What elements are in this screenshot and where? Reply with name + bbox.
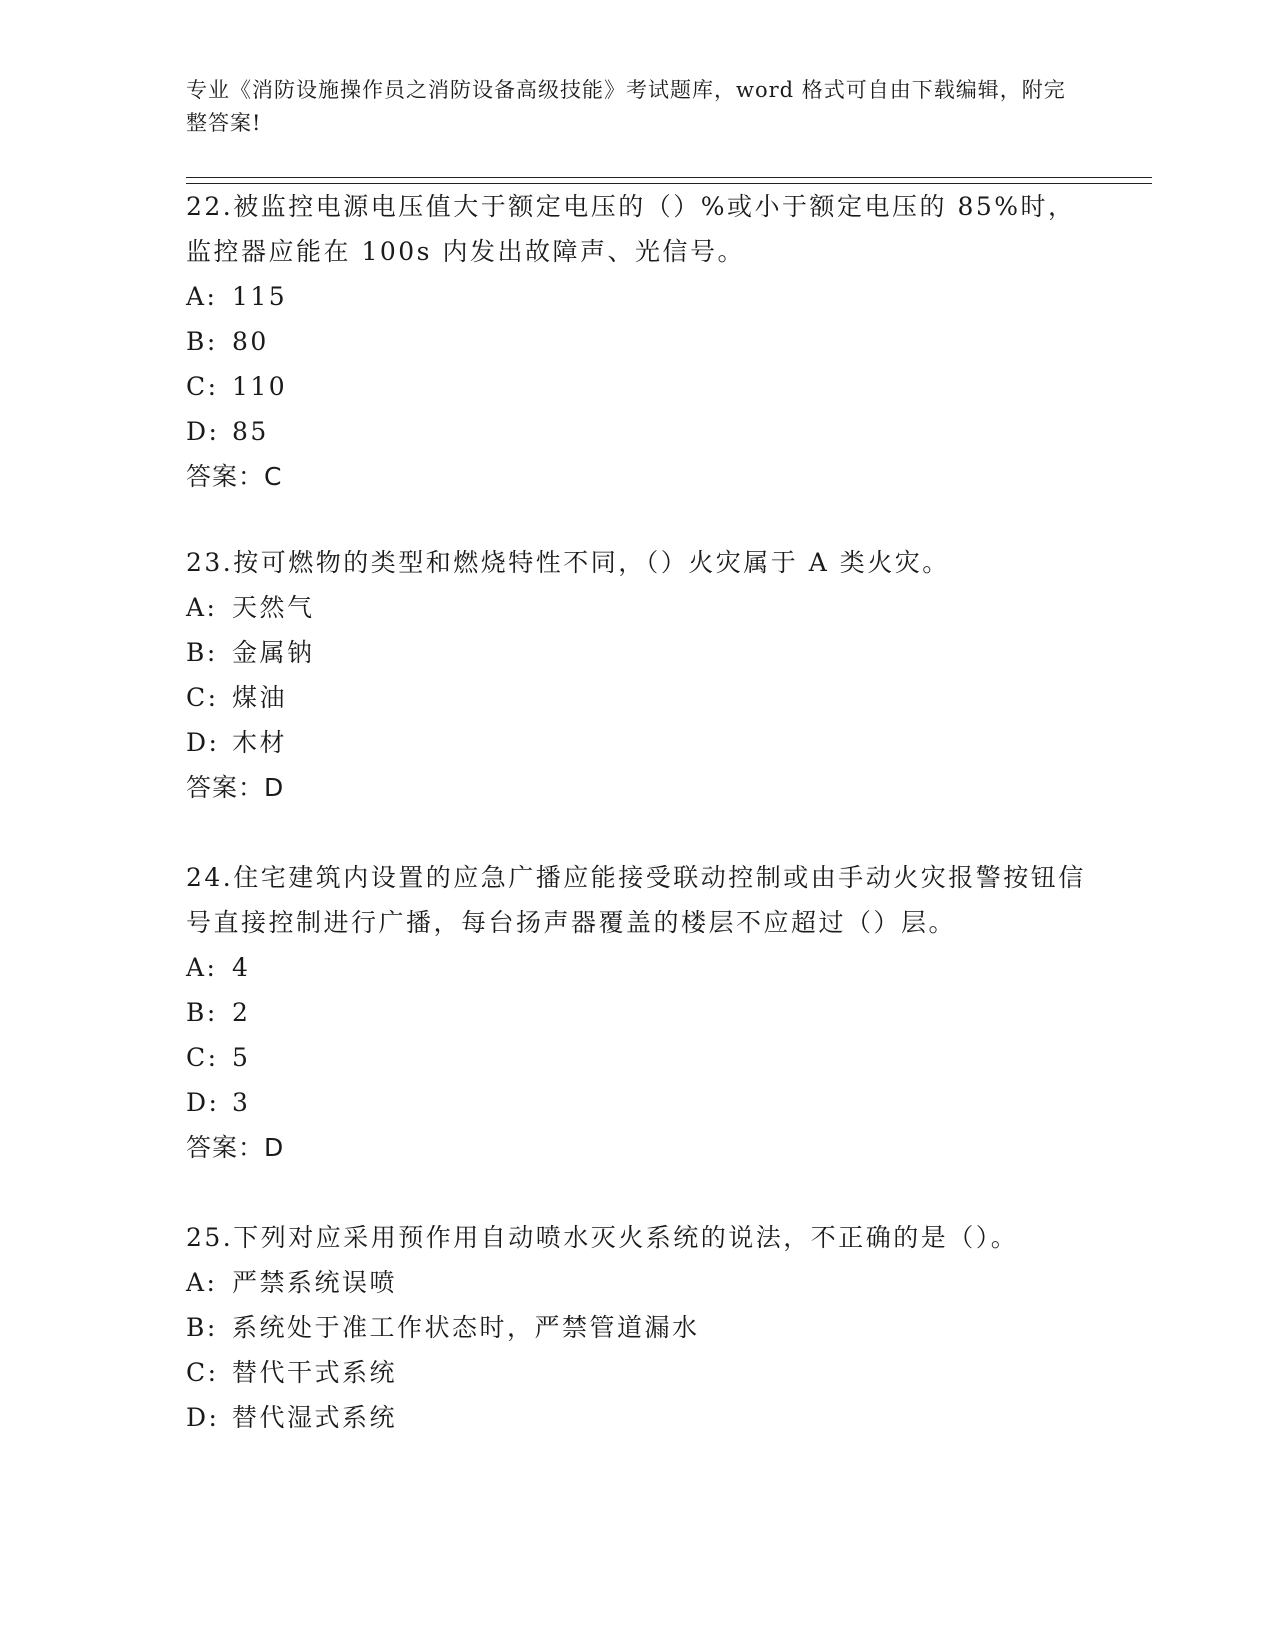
option-text: 金属钠 [232,638,315,667]
option-text: 煤油 [232,683,288,712]
option-key: D: [186,1088,220,1117]
option-c [186,1035,1086,1080]
option-text: 替代干式系统 [232,1358,398,1387]
option-b [186,990,1086,1035]
option-key: A: [186,953,218,982]
question-stem: 25.下列对应采用预作用自动喷水灭火系统的说法，不正确的是（）。 [186,1223,1019,1252]
option-text: 115 [232,282,288,311]
answer-line: 答案：D [186,1133,285,1162]
option-key: D: [186,728,220,757]
option-key: B: [186,1313,218,1342]
option-text: 系统处于准工作状态时，严禁管道漏水 [232,1313,700,1342]
option-b [186,319,1086,364]
option-key: A: [186,282,218,311]
option-b [186,1305,1086,1350]
option-text: 严禁系统误喷 [232,1268,398,1297]
option-d [186,1080,1086,1125]
option-key: A: [186,593,218,622]
option-b [186,630,1086,675]
option-text: 5 [232,1043,251,1072]
option-d [186,409,1086,454]
question-stem: 24.住宅建筑内设置的应急广播应能接受联动控制或由手动火灾报警按钮信号直接控制进行广播，每台扬声器覆盖的楼层不应超过（）层。 [186,863,1086,937]
option-text: 3 [232,1088,251,1117]
option-key: B: [186,327,218,356]
question-stem: 22.被监控电源电压值大于额定电压的（）%或小于额定电压的 85%时，监控器应能在 100s 内发出故障声、光信号。 [186,192,1076,266]
option-c [186,364,1086,409]
option-key: B: [186,638,218,667]
answer-line: 答案：C [186,462,283,491]
question-24 [186,855,1086,1170]
option-text: 110 [232,372,288,401]
option-key: C: [186,683,219,712]
option-text: 替代湿式系统 [232,1403,398,1432]
option-a [186,274,1086,319]
option-text: 天然气 [232,593,315,622]
option-text: 2 [232,998,251,1027]
option-a [186,1260,1086,1305]
document-intro: 专业《消防设施操作员之消防设备高级技能》考试题库，word 格式可自由下载编辑，附完整答案! [186,78,1066,135]
header-divider-top [186,177,1152,178]
option-c [186,675,1086,720]
option-key: B: [186,998,218,1027]
question-23 [186,540,1086,810]
question-22 [186,184,1086,499]
option-key: C: [186,372,219,401]
answer-line: 答案：D [186,773,285,802]
question-25 [186,1215,1086,1440]
question-stem: 23.按可燃物的类型和燃烧特性不同，（）火灾属于 A 类火灾。 [186,548,950,577]
option-d [186,1395,1086,1440]
option-key: C: [186,1043,219,1072]
option-text: 80 [232,327,269,356]
option-key: A: [186,1268,218,1297]
option-key: D: [186,417,220,446]
option-text: 4 [232,953,251,982]
option-c [186,1350,1086,1395]
option-text: 木材 [232,728,288,757]
option-key: C: [186,1358,219,1387]
option-d [186,720,1086,765]
option-a [186,585,1086,630]
option-a [186,945,1086,990]
option-key: D: [186,1403,220,1432]
option-text: 85 [232,417,269,446]
